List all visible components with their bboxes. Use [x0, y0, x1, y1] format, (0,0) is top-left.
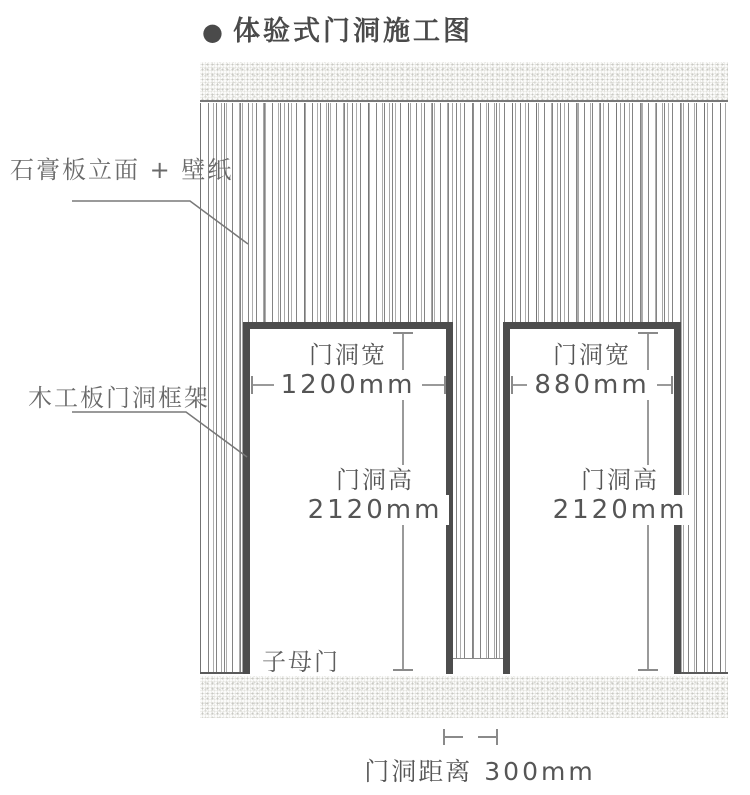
right-width-label: 门洞宽 [546, 340, 638, 370]
left-height-dim-tick-top [393, 332, 413, 334]
callout-frame-material: 木工板门洞框架 [28, 384, 210, 412]
right-width-dimension [510, 340, 674, 400]
left-height-dimension [290, 465, 460, 525]
callout-wall-finish: 石膏板立面 + 壁纸 [10, 156, 234, 184]
callout-door-type: 子母门 [262, 648, 340, 676]
right-width-value: 880mm [527, 370, 656, 400]
left-width-value: 1200mm [274, 370, 423, 400]
page-title [202, 14, 473, 50]
right-height-label: 门洞高 [574, 465, 666, 495]
gap-mark-right [478, 729, 497, 745]
ceiling-band [200, 62, 728, 102]
right-height-dim-tick-bottom [638, 669, 658, 671]
gap-dimension-marks [438, 727, 502, 747]
left-width-dimension [250, 340, 446, 400]
gap-dimension-text [340, 752, 620, 788]
left-height-label: 门洞高 [329, 465, 421, 495]
right-height-value: 2120mm [546, 495, 695, 525]
pier-base-strip [453, 658, 503, 674]
gap-mark-left [444, 729, 463, 745]
left-height-value: 2120mm [301, 495, 450, 525]
left-height-dim-tick-bottom [393, 669, 413, 671]
gap-dimension-label: 门洞距离 [364, 757, 473, 786]
title-text: 体验式门洞施工图 [232, 16, 473, 47]
right-height-dim-tick-top [638, 332, 658, 334]
gap-dimension-value: 300mm [484, 757, 596, 786]
right-height-dimension [535, 465, 705, 525]
left-width-label: 门洞宽 [302, 340, 394, 370]
floor-band [200, 676, 728, 718]
bullet-icon: ● [202, 18, 223, 46]
